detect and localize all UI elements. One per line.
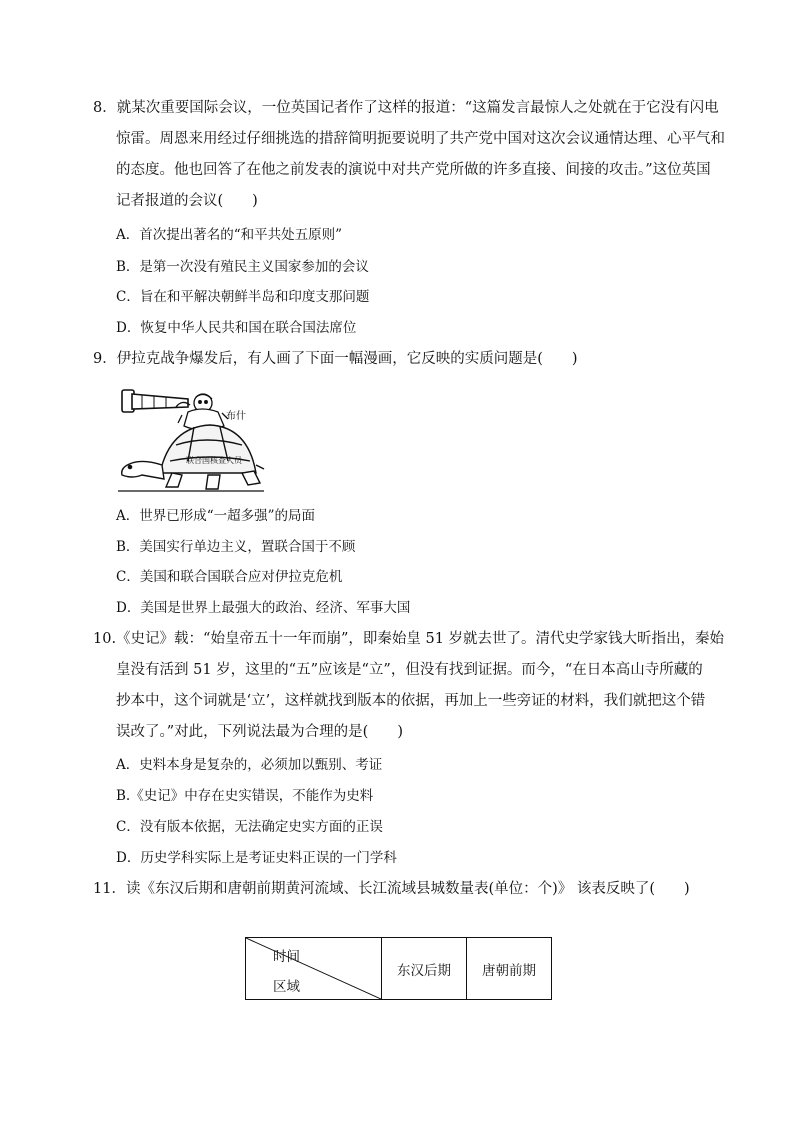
q10-option-d: D．历史学科实际上是考证史料正误的一门学科 (116, 850, 397, 866)
q9-option-d: D．美国是世界上最强大的政治、经济、军事大国 (116, 600, 411, 616)
q10-stem-line-1: 10.《史记》载：“始皇帝五十一年而崩”，即秦始皇 51 岁就去世了。清代史学家钱大昕指出，秦始 (93, 631, 725, 647)
q10-stem-line-3: 抄本中，这个词就是‘立’，这样就找到版本的依据，再加上一些旁证的材料，我们就把这个错 (116, 693, 706, 709)
q8-option-b: B．是第一次没有殖民主义国家参加的会议 (116, 259, 369, 275)
header-region: 区域 (273, 979, 300, 995)
column-header-late-eastern-han: 东汉后期 (382, 938, 467, 1000)
q8-stem-line-3: 的态度。他也回答了在他之前发表的演说中对共产党所做的许多直接、间接的攻击。”这位英国 (116, 162, 711, 178)
cartoon-label-un: 联合国核查人员 (186, 456, 242, 465)
county-count-table (245, 937, 552, 1000)
turtle-shell (160, 425, 256, 473)
column-header-early-tang: 唐朝前期 (467, 938, 552, 1000)
q8-stem-line-1: 8．就某次重要国际会议，一位英国记者作了这样的报道：“这篇发言最惊人之处就在于它没有闪电 (93, 100, 719, 116)
q9-stem-line-1: 9．伊拉克战争爆发后，有人画了下面一幅漫画，它反映的实质问题是( ) (93, 351, 578, 367)
cartoon-image (116, 385, 266, 495)
q10-stem-line-2: 皇没有活到 51 岁，这里的“五”应该是“立”，但没有找到证据。而今，“在日本高山寺所藏的 (116, 662, 703, 678)
q9-option-a: A．世界已形成“一超多强”的局面 (116, 508, 316, 524)
q10-stem-line-4: 误改了。”对此，下列说法最为合理的是( ) (116, 724, 403, 740)
q8-option-a: A．首次提出著名的“和平共处五原则” (116, 227, 343, 243)
q10-option-c: C．没有版本依据，无法确定史实方面的正误 (116, 819, 383, 835)
q8-option-c: C．旨在和平解决朝鲜半岛和印度支那问题 (116, 289, 370, 305)
q10-option-b: B.《史记》中存在史实错误，不能作为史料 (116, 788, 374, 804)
telescope-icon (122, 390, 188, 412)
q8-stem-line-4: 记者报道的会议( ) (116, 193, 258, 209)
q9-option-c: C．美国和联合国联合应对伊拉克危机 (116, 569, 343, 585)
diagonal-line (246, 938, 381, 999)
header-time: 时间 (273, 949, 300, 965)
table-diagonal-header (246, 938, 382, 1000)
q8-option-d: D．恢复中华人民共和国在联合国法席位 (116, 320, 357, 336)
q8-stem-line-2: 惊雷。周恩来用经过仔细挑选的措辞简明扼要说明了共产党中国对这次会议通情达理、心平气和 (116, 131, 725, 147)
q10-option-a: A．史料本身是复杂的，必须加以甄别、考证 (116, 757, 383, 773)
q9-option-b: B．美国实行单边主义，置联合国于不顾 (116, 539, 356, 555)
q11-stem-line-1: 11．读《东汉后期和唐朝前期黄河流域、长江流域县城数量表(单位：个)》 该表反映了( ) (93, 881, 690, 897)
table-header-row (246, 938, 552, 1000)
cartoon-label-bush: 布什 (226, 411, 246, 422)
